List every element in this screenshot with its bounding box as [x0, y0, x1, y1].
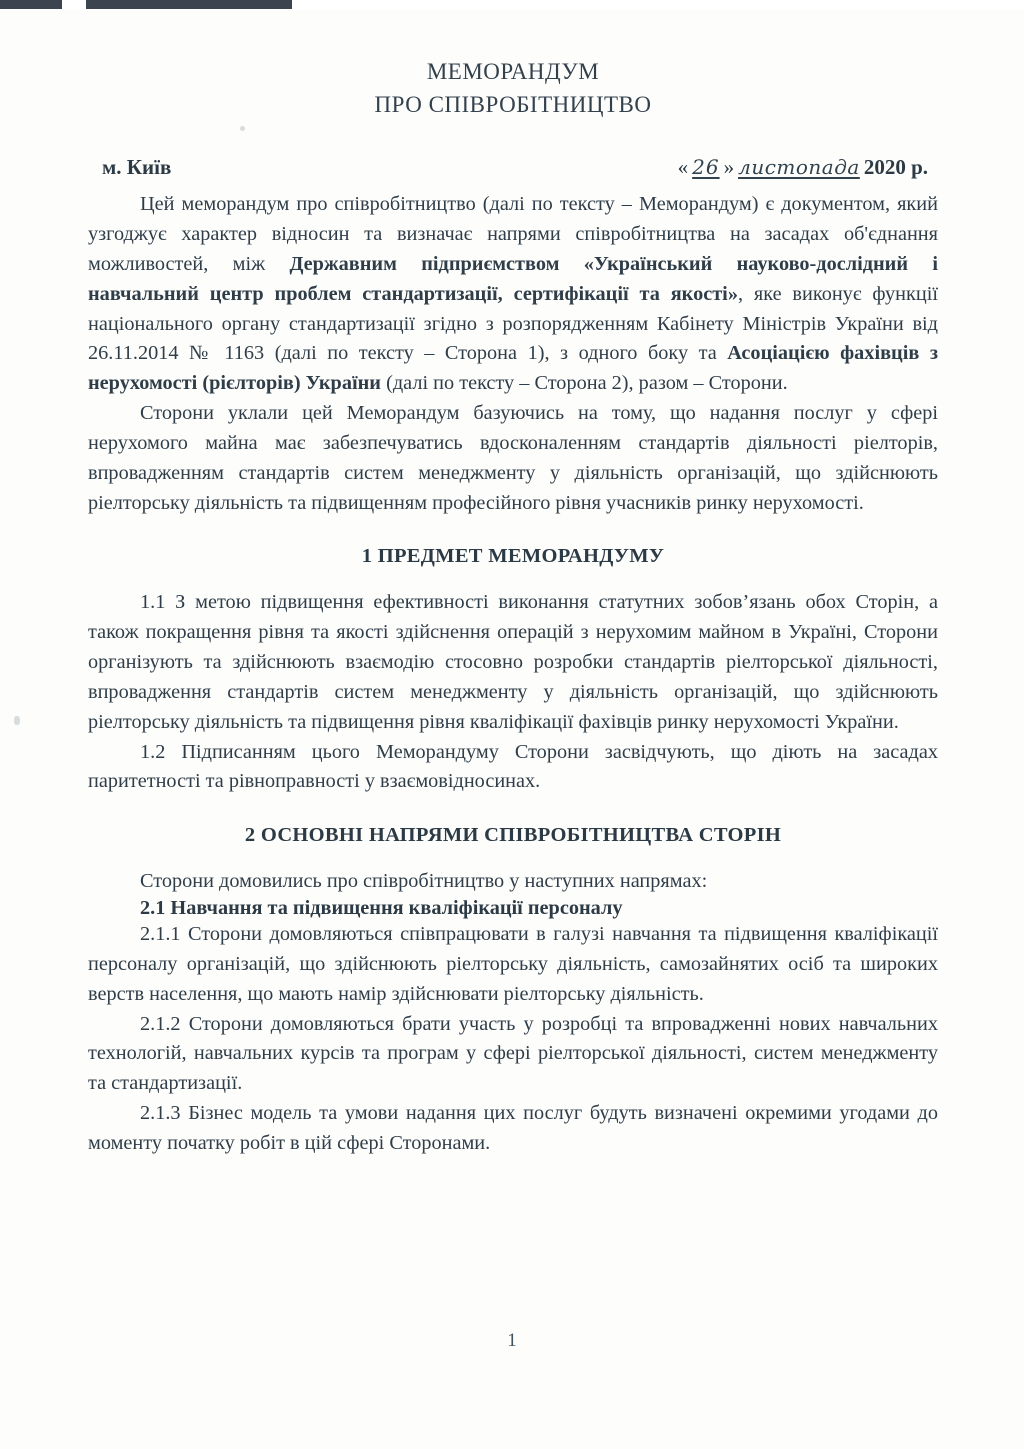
- intro-1-part-2: , яке виконує функції національного органу стандартизації згідно з розпорядженням Кабінету Міністрів України від 26.11.2014 № 1163 (далі по тексту – Сторона 1), з одного боку та: [88, 282, 938, 365]
- intro-1-part-3: (далі по тексту – Сторона 2), разом – Сторони.: [381, 372, 788, 395]
- date-group: [678, 155, 928, 180]
- clause-1-1: 1.1 З метою підвищення ефективності виконання статутних зобов’язань обох Сторін, а також покращення рівня та якості здійснення операцій з нерухомим майном в Україні, Сторони організують та здійснюють взаємодію стосовно розробки стандартів ріелторської діяльності, впровадження стандартів систем менеджменту у діяльність організацій, що здійснюють ріелторську діяльність та підвищення рівня кваліфікації фахівців ринку нерухомості України.: [88, 591, 938, 733]
- date-day-handwritten: 26: [692, 155, 720, 180]
- date-open-quote: «: [677, 155, 689, 180]
- clause-2-1-3: 2.1.3 Бізнес модель та умови надання цих послуг будуть визначені окремими угодами до моменту початку робіт в цій сфері Сторонами.: [88, 1102, 938, 1154]
- clause-2-1-1: 2.1.1 Сторони домовляються співпрацювати в галузі навчання та підвищення кваліфікації персоналу організацій, що здійснюють ріелторську діяльність, самозайнятих осіб та широких верств населення, що мають намір здійснювати ріелторську діяльність.: [88, 923, 938, 1005]
- date-year: 2020 р.: [863, 155, 928, 180]
- section-heading-1: 1 ПРЕДМЕТ МЕМОРАНДУМУ: [361, 545, 665, 568]
- section-heading-2: 2 ОСНОВНІ НАПРЯМИ СПІВРОБІТНИЦТВА СТОРІН: [244, 824, 782, 847]
- city-label: м. Київ: [102, 155, 172, 180]
- page-title: [88, 56, 938, 121]
- scanner-edge-artifact: [0, 0, 1024, 10]
- page-number: 1: [507, 1330, 517, 1351]
- intro-1-part-1: Цей меморандум про співробітництво (далі по тексту – Меморандум) є документом, який узгоджує характер відносин та визначає напрями співробітництва на засадах об'єднання можливостей, між: [88, 193, 938, 275]
- title-line-1: МЕМОРАНДУМ: [426, 59, 600, 84]
- intro-1-bold-party-2: Асоціацією фахівців з нерухомості (рієлторів) України: [88, 342, 938, 395]
- clause-2-1-2: 2.1.2 Сторони домовляються брати участь у розробці та впровадженні нових навчальних технологій, навчальних курсів та програм у сфері ріелторської діяльності, систем менеджменту та стандартизації.: [88, 1012, 938, 1095]
- intro-paragraph-1: [88, 190, 938, 399]
- date-close-quote: »: [723, 155, 735, 180]
- subsection-heading-2-1: 2.1 Навчання та підвищення кваліфікації персоналу: [140, 897, 623, 920]
- scan-speck: [14, 716, 20, 725]
- intro-1-bold-party-1: Державним підприємством «Український науково-дослідний і навчальний центр проблем стандартизації, сертифікації та якості»: [88, 252, 938, 305]
- document-body: [88, 56, 938, 1159]
- section-2-lead: Сторони домовились про співробітництво у наступних напрямах:: [140, 870, 708, 893]
- document-meta-row: [88, 155, 938, 180]
- title-line-2: ПРО СПІВРОБІТНИЦТВО: [374, 91, 652, 117]
- clause-1-2: 1.2 Підписанням цього Меморандуму Сторони засвідчують, що діють на засадах паритетності та рівноправності у взаємовідносинах.: [88, 740, 938, 793]
- date-month-handwritten: листопада: [738, 155, 860, 180]
- intro-paragraph-2: Сторони уклали цей Меморандум базуючись на тому, що надання послуг у сфері нерухомого майна має забезпечуватись вдосконаленням стандартів діяльності ріелторів, впровадженням стандартів систем менеджменту у діяльність організацій, що здійснюють ріелторську діяльність та підвищенням професійного рівня учасників ринку нерухомості.: [88, 402, 938, 514]
